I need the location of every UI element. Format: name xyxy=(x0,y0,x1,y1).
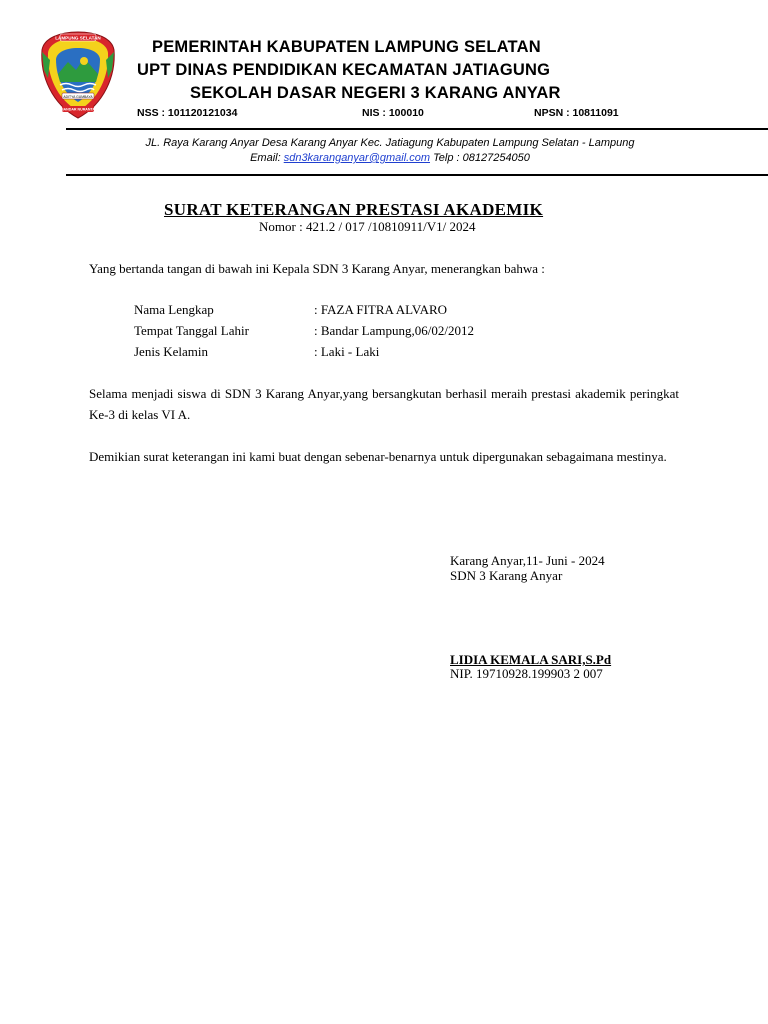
nis-number: NIS : 100010 xyxy=(362,107,424,119)
school-name: SEKOLAH DASAR NEGERI 3 KARANG ANYAR xyxy=(190,84,561,102)
achievement-paragraph: Selama menjadi siswa di SDN 3 Karang Anyar,yang bersangkutan berhasil meraih prestasi akademik peringkat Ke-3 di kelas VI A. xyxy=(89,386,679,422)
nss-number: NSS : 101120121034 xyxy=(137,107,238,119)
letterhead-bottom-rule xyxy=(66,174,768,176)
emblem-inner-text: ADITYA GUMBAYA xyxy=(63,94,93,99)
field-label-birth: Tempat Tanggal Lahir xyxy=(134,323,249,338)
field-label-gender: Jenis Kelamin xyxy=(134,344,209,359)
telephone-number: Telp : 08127254050 xyxy=(433,152,530,164)
regency-emblem-logo xyxy=(38,30,118,120)
field-value-name: : FAZA FITRA ALVARO xyxy=(314,302,448,317)
closing-paragraph: Demikian surat keterangan ini kami buat dengan sebenar-benarnya untuk dipergunakan sebagaimana mestinya. xyxy=(89,449,667,464)
letter-title: SURAT KETERANGAN PRESTASI AKADEMIK xyxy=(164,200,544,219)
field-label-name: Nama Lengkap xyxy=(134,302,214,317)
department-name: UPT DINAS PENDIDIKAN KECAMATAN JATIAGUNG xyxy=(137,61,551,79)
letterhead-top-rule xyxy=(66,128,768,130)
emblem-bottom-text: BANDAR NURANTA xyxy=(60,107,96,112)
government-name: PEMERINTAH KABUPATEN LAMPUNG SELATAN xyxy=(152,38,541,56)
intro-statement: Yang bertanda tangan di bawah ini Kepala SDN 3 Karang Anyar, menerangkan bahwa : xyxy=(89,261,545,276)
school-address: JL. Raya Karang Anyar Desa Karang Anyar Kec. Jatiagung Kabupaten Lampung Selatan - Lampung xyxy=(145,137,635,149)
signatory-nip: NIP. 19710928.199903 2 007 xyxy=(450,666,603,681)
email-link[interactable]: sdn3karanganyar@gmail.com xyxy=(283,152,430,164)
contact-line xyxy=(100,152,680,164)
signatory-name: LIDIA KEMALA SARI,S.Pd xyxy=(450,652,612,667)
email-label: Email: xyxy=(250,152,281,164)
field-value-birth: : Bandar Lampung,06/02/2012 xyxy=(314,323,474,338)
letter-number: Nomor : 421.2 / 017 /10810911/V1/ 2024 xyxy=(259,219,476,234)
field-value-gender: : Laki - Laki xyxy=(314,344,380,359)
emblem-top-text: LAMPUNG SELATAN xyxy=(55,35,101,41)
signature-institution: SDN 3 Karang Anyar xyxy=(450,568,563,583)
signature-place-date: Karang Anyar,11- Juni - 2024 xyxy=(450,553,605,568)
emblem-shield-icon xyxy=(38,30,118,120)
npsn-number: NPSN : 10811091 xyxy=(534,107,619,119)
